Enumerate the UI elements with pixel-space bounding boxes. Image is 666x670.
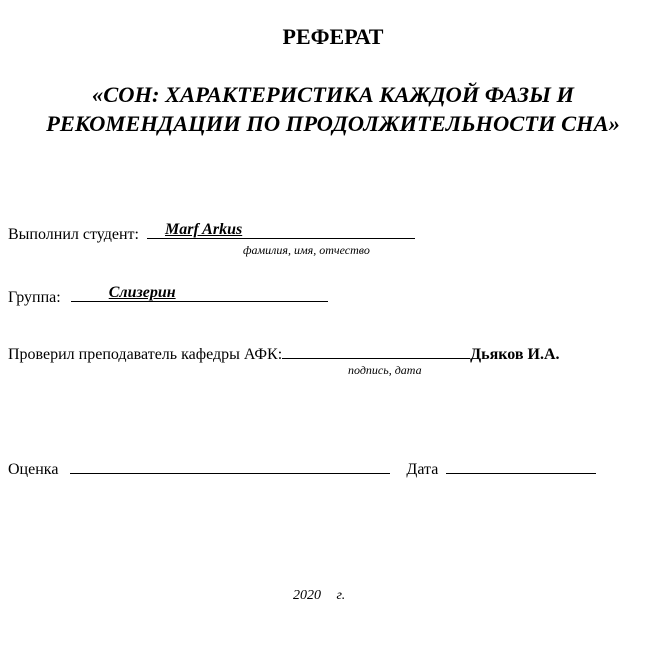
document-title: РЕФЕРАТ — [282, 24, 384, 49]
document-year — [293, 588, 345, 604]
group-field — [71, 284, 328, 302]
year-value: 2020 — [293, 588, 321, 603]
topic-line-2: РЕКОМЕНДАЦИИ ПО ПРОДОЛЖИТЕЛЬНОСТИ СНА» — [46, 111, 620, 136]
student-hint: фамилия, имя, отчество — [243, 243, 370, 257]
grade-field — [70, 456, 390, 474]
student-row — [8, 221, 415, 245]
group-value: Слизерин — [108, 284, 176, 301]
teacher-name: Дьяков И.А. — [470, 346, 560, 363]
student-label: Выполнил студент: — [8, 226, 139, 243]
checked-row — [8, 341, 560, 365]
student-name-field — [147, 221, 415, 239]
date-label: Дата — [406, 461, 439, 478]
signature-field — [282, 341, 470, 359]
group-row — [8, 284, 328, 308]
group-label: Группа: — [8, 289, 61, 306]
grade-label: Оценка — [8, 461, 59, 478]
document-topic — [6, 80, 660, 138]
grade-row — [8, 456, 596, 480]
student-name-value: Marf Arkus — [164, 221, 243, 238]
signature-hint: подпись, дата — [348, 363, 422, 377]
date-field — [446, 456, 596, 474]
topic-line-1: «СОН: ХАРАКТЕРИСТИКА КАЖДОЙ ФАЗЫ И — [91, 82, 575, 107]
checked-label: Проверил преподаватель кафедры АФК: — [8, 346, 283, 363]
year-suffix: г. — [336, 588, 346, 603]
